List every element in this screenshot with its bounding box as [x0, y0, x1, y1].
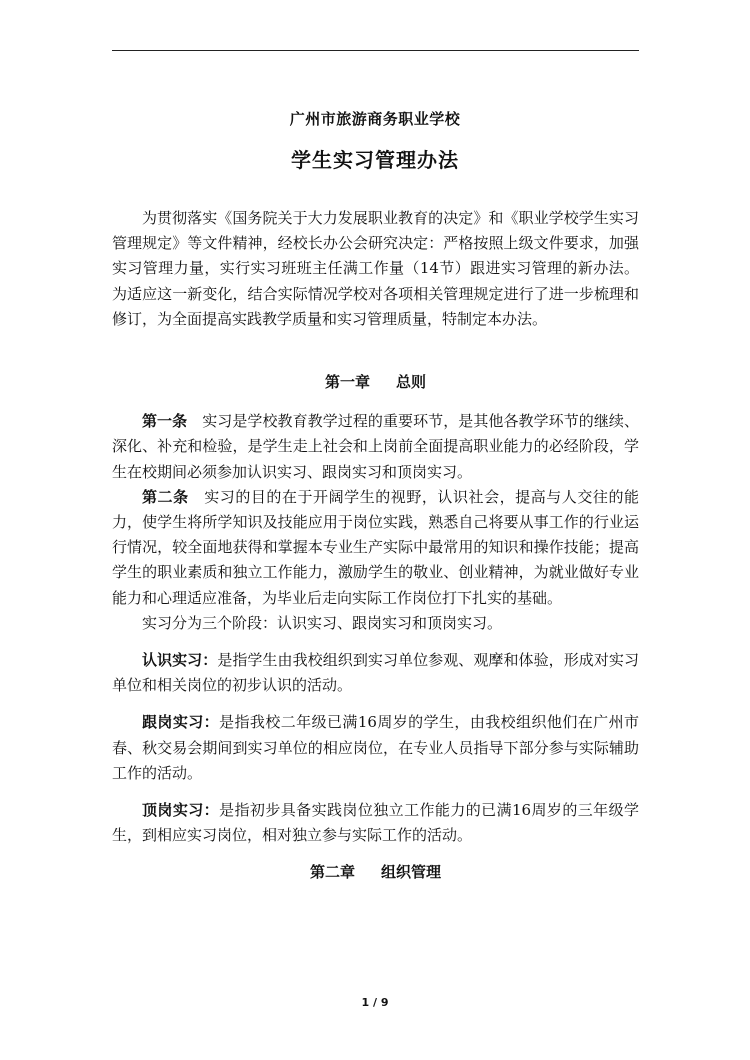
stage-cognitive-text: 是指学生由我校组织到实习单位参观、观摩和体验，形成对实习单位和相关岗位的初步认识的活动。 — [112, 651, 639, 695]
article-2-text: 实习的目的在于开阔学生的视野，认识社会，提高与人交往的能力，使学生将所学知识及技能应用于岗位实践，熟悉自己将要从事工作的行业运行情况，较全面地获得和掌握本专业生产实际中最常用的知识和操作技能；提高学生的职业素质和独立工作能力，激励学生的敬业、创业精神，为就业做好专业能力和心理适应准备，为毕业后走向实际工作岗位打下扎实的基础。 — [112, 487, 639, 607]
stage-cognitive-term: 认识实习： — [142, 651, 218, 670]
article-2-label: 第二条 — [142, 487, 189, 506]
chapter-2-name: 组织管理 — [381, 863, 442, 882]
document-title: 学生实习管理办法 — [291, 148, 459, 172]
stages-intro: 实习分为三个阶段：认识实习、跟岗实习和顶岗实习。 — [142, 613, 503, 632]
article-2 — [112, 485, 639, 611]
article-1 — [112, 409, 639, 485]
stage-follow-term: 跟岗实习： — [142, 713, 220, 732]
chapter-1-heading — [112, 370, 639, 395]
intro-paragraph: 为贯彻落实《国务院关于大力发展职业教育的决定》和《职业学校学生实习管理规定》等文件精神，经校长办公会研究决定：严格按照上级文件要求，加强实习管理力量，实行实习班班主任满工作量（14节）跟进实习管理的新办法。为适应这一新变化，结合实际情况学校对各项相关管理规定进行了进一步梳理和修订，为全面提高实践教学质量和实习管理质量，特制定本办法。 — [112, 209, 639, 328]
article-1-label: 第一条 — [142, 412, 188, 431]
stage-follow-text: 是指我校二年级已满16周岁的学生，由我校组织他们在广州市春、秋交易会期间到实习单位的相应岗位，在专业人员指导下部分参与实际辅助工作的活动。 — [112, 713, 639, 782]
article-1-text: 实习是学校教育教学过程的重要环节，是其他各教学环节的继续、深化、补充和检验，是学生走上社会和上岗前全面提高职业能力的必经阶段，学生在校期间必须参加认识实习、跟岗实习和顶岗实习。 — [112, 412, 639, 481]
school-name: 广州市旅游商务职业学校 — [289, 110, 461, 128]
stage-post-term: 顶岗实习： — [142, 801, 220, 820]
header-rule — [112, 50, 639, 51]
chapter-1-number: 第一章 — [324, 373, 370, 392]
stage-post-text: 是指初步具备实践岗位独立工作能力的已满16周岁的三年级学生，到相应实习岗位，相对独立参与实际工作的活动。 — [112, 801, 639, 845]
page-number: 1 / 9 — [361, 996, 389, 1009]
stage-post — [112, 798, 639, 848]
document-body — [112, 206, 639, 886]
chapter-2-number: 第二章 — [309, 863, 355, 882]
chapter-1-name: 总则 — [396, 373, 427, 392]
stage-follow — [112, 710, 639, 786]
chapter-2-heading — [112, 860, 639, 885]
stage-cognitive — [112, 648, 639, 698]
